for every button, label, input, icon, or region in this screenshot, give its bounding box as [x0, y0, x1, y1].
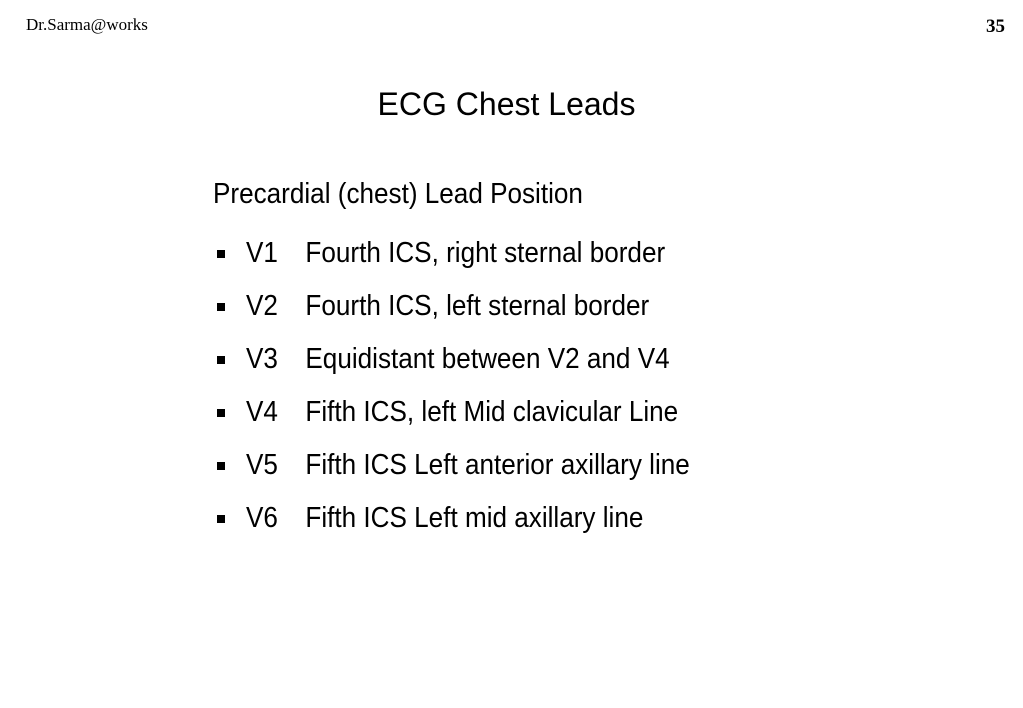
lead-code: V5	[246, 449, 278, 481]
square-bullet-icon	[217, 356, 225, 364]
lead-list	[213, 227, 913, 545]
square-bullet-icon	[217, 250, 225, 258]
lead-text	[246, 237, 665, 270]
lead-code: V6	[246, 502, 278, 534]
lead-position: Equidistant between V2 and V4	[305, 343, 670, 375]
lead-position: Fifth ICS Left anterior axillary line	[305, 449, 690, 481]
lead-position: Fifth ICS Left mid axillary line	[305, 502, 644, 534]
square-bullet-icon	[217, 462, 225, 470]
lead-text	[246, 290, 649, 323]
lead-text	[246, 343, 670, 376]
lead-text	[246, 449, 690, 482]
square-bullet-icon	[217, 409, 225, 417]
slide-title: ECG Chest Leads	[377, 86, 636, 122]
lead-code: V1	[246, 237, 278, 269]
list-item	[213, 492, 913, 545]
slide-subtitle: Precardial (chest) Lead Position	[213, 178, 583, 210]
lead-code: V2	[246, 290, 278, 322]
list-item	[213, 280, 913, 333]
square-bullet-icon	[217, 515, 225, 523]
list-item	[213, 227, 913, 280]
lead-position: Fourth ICS, left sternal border	[305, 290, 650, 322]
page-number: 35	[986, 16, 1005, 37]
list-item	[213, 333, 913, 386]
lead-position: Fourth ICS, right sternal border	[305, 237, 666, 269]
lead-code: V3	[246, 343, 278, 375]
lead-position: Fifth ICS, left Mid clavicular Line	[305, 396, 679, 428]
lead-text	[246, 502, 643, 535]
lead-code: V4	[246, 396, 278, 428]
list-item	[213, 386, 913, 439]
lead-text	[246, 396, 678, 429]
list-item	[213, 439, 913, 492]
slide-content	[213, 174, 913, 545]
square-bullet-icon	[217, 303, 225, 311]
author-footer: Dr.Sarma@works	[26, 15, 148, 34]
